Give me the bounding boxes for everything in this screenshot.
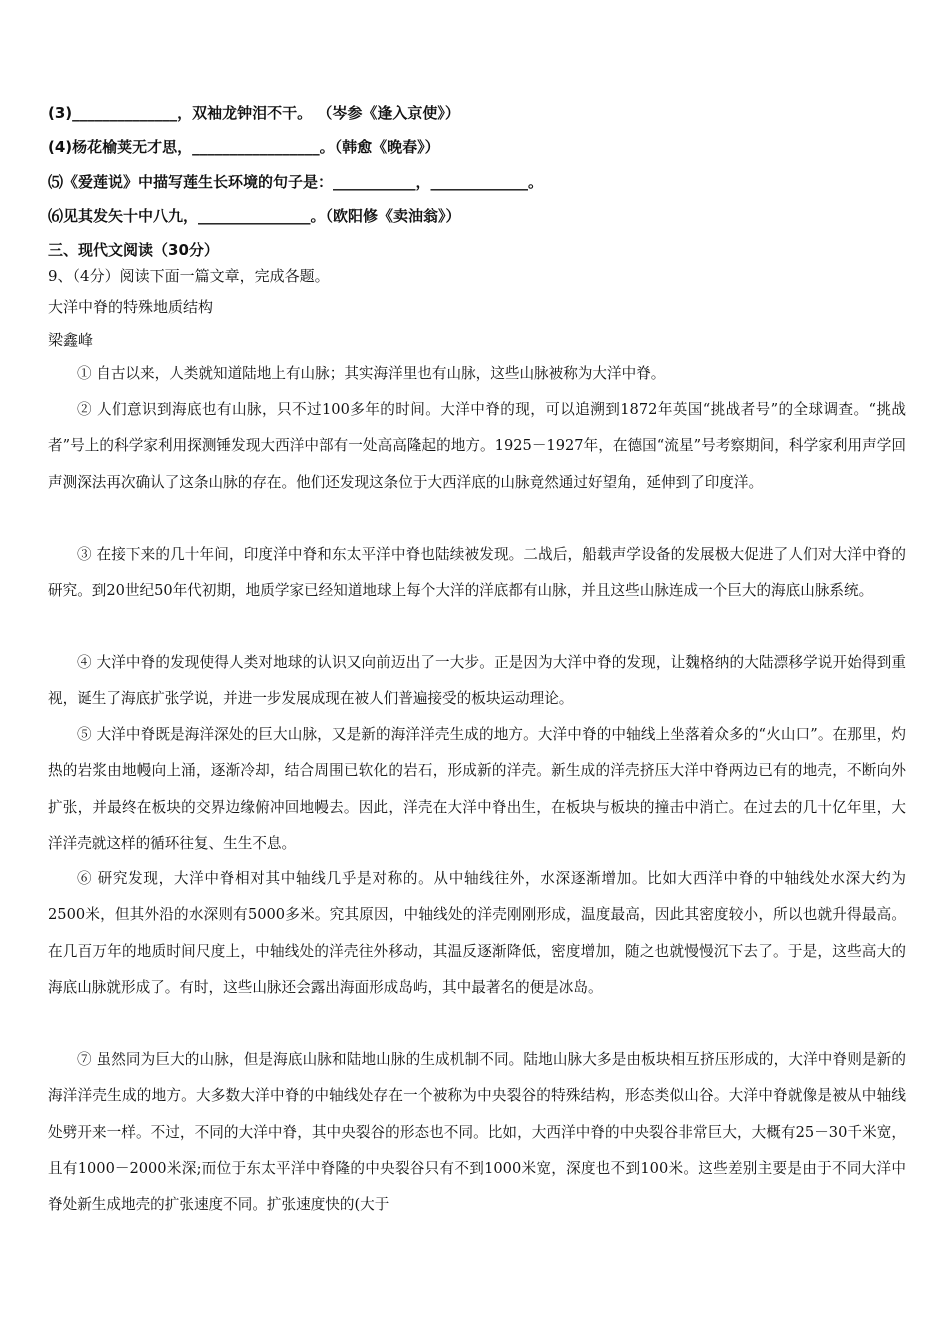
article-title: 大洋中脊的特殊地质结构 <box>48 298 214 316</box>
article-paragraph-5: ⑤ 大洋中脊既是海洋深处的巨大山脉，又是新的海洋洋壳生成的地方。大洋中脊的中轴线上坐落着众多的“火山口”。在那里，灼热的岩浆由地幔向上涌，逐渐冷却，结合周围已软化的岩石，形成新的洋壳。新生成的洋壳挤压大洋中脊两边已有的地壳，不断向外扩张，并最终在板块的交界边缘俯冲回地幔去。因此，洋壳在大洋中脊出生，在板块与板块的撞击中消亡。在过去的几十亿年里，大洋洋壳就这样的循环往复、生生不息。 <box>48 726 906 852</box>
poem-fill-line-5: ⑸《爱莲说》中描写莲生长环境的句子是：___________，_____________。 <box>48 173 544 191</box>
article-paragraph-6: ⑥ 研究发现，大洋中脊相对其中轴线几乎是对称的。从中轴线往外，水深逐渐增加。比如大西洋中脊的中轴线处水深大约为2500米，但其外沿的水深则有5000多米。究其原因，中轴线处的洋壳刚刚形成，温度最高，因此其密度较小，所以也就升得最高。在几百万年的地质时间尺度上，中轴线处的洋壳往外移动，其温反逐渐降低，密度增加，随之也就慢慢沉下去了。于是，这些高大的海底山脉就形成了。有时，这些山脉还会露出海面形成岛屿，其中最著名的便是冰岛。 <box>48 870 906 996</box>
poem-fill-line-3: (3)______________，双袖龙钟泪不干。 （岑参《逢入京使》） <box>48 104 460 122</box>
article-paragraph-2: ② 人们意识到海底也有山脉，只不过100多年的时间。大洋中脊的现，可以追溯到1872年英国“挑战者号”的全球调查。“挑战者”号上的科学家利用探测锤发现大西洋中部有一处高高隆起的地方。1925－1927年，在德国“流星”号考察期间，科学家利用声学回声测深法再次确认了这条山脉的存在。他们还发现这条位于大西洋底的山脉竟然通过好望角，延伸到了印度洋。 <box>48 401 906 491</box>
article-author: 梁鑫峰 <box>48 331 94 349</box>
question-intro: 9、（4分）阅读下面一篇文章，完成各题。 <box>48 267 330 285</box>
article-paragraph-7: ⑦ 虽然同为巨大的山脉，但是海底山脉和陆地山脉的生成机制不同。陆地山脉大多是由板块相互挤压形成的，大洋中脊则是新的海洋洋壳生成的地方。大多数大洋中脊的中轴线处存在一个被称为中央裂谷的特殊结构，形态类似山谷。大洋中脊就像是被从中轴线处劈开来一样。不过，不同的大洋中脊，其中央裂谷的形态也不同。比如，大西洋中脊的中央裂谷非常巨大，大概有25－30千米宽，且有1000－2000米深;而位于东太平洋中脊隆的中央裂谷只有不到1000米宽，深度也不到100米。这些差别主要是由于不同大洋中脊处新生成地壳的扩张速度不同。扩张速度快的(大于 <box>48 1051 906 1214</box>
section-heading: 三、现代文阅读（30分） <box>48 241 219 259</box>
article-paragraph-3: ③ 在接下来的几十年间，印度洋中脊和东太平洋中脊也陆续被发现。二战后，船载声学设备的发展极大促进了人们对大洋中脊的研究。到20世纪50年代初期，地质学家已经知道地球上每个大洋的洋底都有山脉，并且这些山脉连成一个巨大的海底山脉系统。 <box>48 546 906 600</box>
poem-fill-line-4: (4)杨花榆荚无才思，_________________。（韩愈《晚春》） <box>48 138 440 156</box>
poem-fill-line-6: ⑹见其发矢十中八九，_______________。（欧阳修《卖油翁》） <box>48 207 461 225</box>
article-paragraph-1: ① 自古以来，人类就知道陆地上有山脉；其实海洋里也有山脉，这些山脉被称为大洋中脊。 <box>77 365 666 382</box>
article-paragraph-4: ④ 大洋中脊的发现使得人类对地球的认识又向前迈出了一大步。正是因为大洋中脊的发现，让魏格纳的大陆漂移学说开始得到重视，诞生了海底扩张学说，并进一步发展成现在被人们普遍接受的板块运动理论。 <box>48 654 906 708</box>
